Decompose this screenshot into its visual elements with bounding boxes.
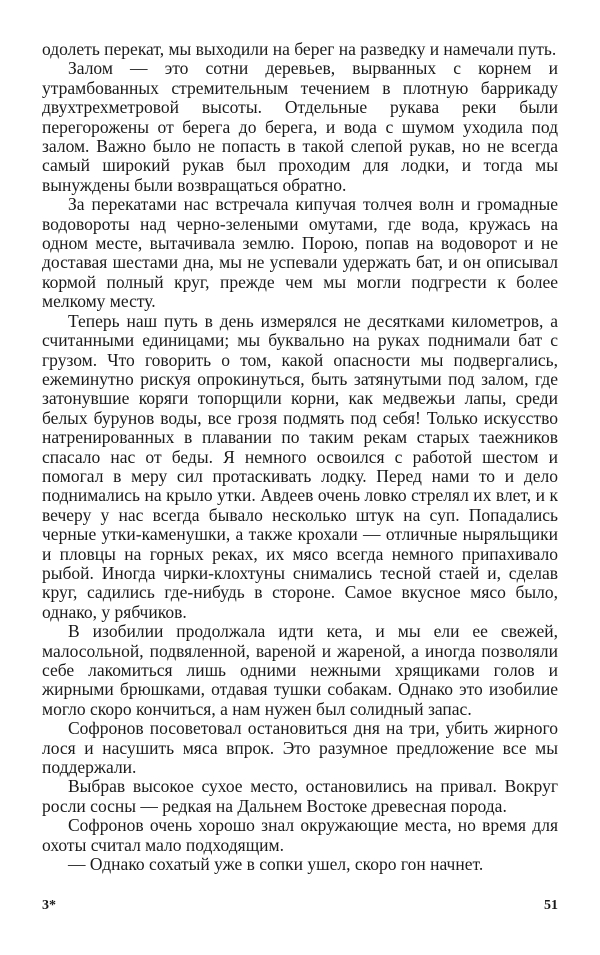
paragraph-8: Софронов очень хорошо знал окружающие места, но время для охоты считал мало подходящим. <box>42 815 558 855</box>
body-text <box>42 40 558 874</box>
paragraph-9: — Однако сохатый уже в сопки ушел, скоро гон начнет. <box>68 854 484 875</box>
paragraph-4: Теперь наш путь в день измерялся не десятками километров, а считанными единицами; мы буквально на руках поднимали бат с грузом. Что говорить о том, какой опасности мы подвергались, ежеминутно рискуя опрокинуться, быть затянутыми под залом, где затонувшие коряги топорщили корни, как медвежьи лапы, среди белых бурунов воды, все грозя подмять под себя! Только искусство натренированных в плавании по таким рекам старых таежников спасало нас от беды. Я немного освоился с работой шестом и помогал в меру сил протаскивать лодку. Перед нами то и дело поднимались на крыло утки. Авдеев очень ловко стрелял их влет, и к вечеру у нас всегда бывало несколько штук на суп. Попадались черные утки-каменушки, а также крохали — отличные ныряльщики и пловцы на горных реках, их мясо всегда немного припахивало рыбой. Иногда чирки-клохтуны снимались тесной стаей и, сделав круг, садились где-нибудь в стороне. Самое вкусное мясо было, однако, у рябчиков. <box>42 310 558 622</box>
paragraph-7: Выбрав высокое сухое место, остановились на привал. Вокруг росли сосны — редкая на Дальнем Востоке древесная порода. <box>42 776 558 816</box>
signature-mark: 3* <box>42 898 56 913</box>
paragraph-6: Софронов посоветовал остановиться дня на три, убить жирного лося и насушить мяса впрок. Это разумное предложение все мы поддержали. <box>42 718 558 778</box>
page-number: 51 <box>544 898 558 913</box>
paragraph-5: В изобилии продолжала идти кета, и мы ели ее свежей, малосольной, подвяленной, вареной и жареной, а иногда позволяли себе лакомиться лишь одними нежными хрящиками голов и жирными брюшками, отдавая тушки собакам. Однако это изобилие могло скоро кончиться, а нам нужен был солидный запас. <box>42 621 558 719</box>
paragraph-1: одолеть перекат, мы выходили на берег на разведку и намечали путь. <box>42 39 557 59</box>
paragraph-3: За перекатами нас встречала кипучая толчея волн и громадные водовороты над черно-зелеными омутами, где вода, кружась на одном месте, вытачивала землю. Порою, попав на водоворот и не доставая шестами дна, мы не успевали удержать бат, и он описывал кормой полный круг, прежде чем мы могли подгрести к более мелкому месту. <box>42 194 558 312</box>
paragraph-2: Залом — это сотни деревьев, вырванных с корнем и утрамбованных стремительным течением в плотную баррикаду двухтрехметровой высоты. Отдельные рукава реки были перегорожены от берега до берега, и вода с шумом уходила под залом. Важно было не попасть в такой слепой рукав, но не всегда самый широкий рукав был проходим для лодки, и тогда мы вынуждены были возвращаться обратно. <box>42 58 558 195</box>
